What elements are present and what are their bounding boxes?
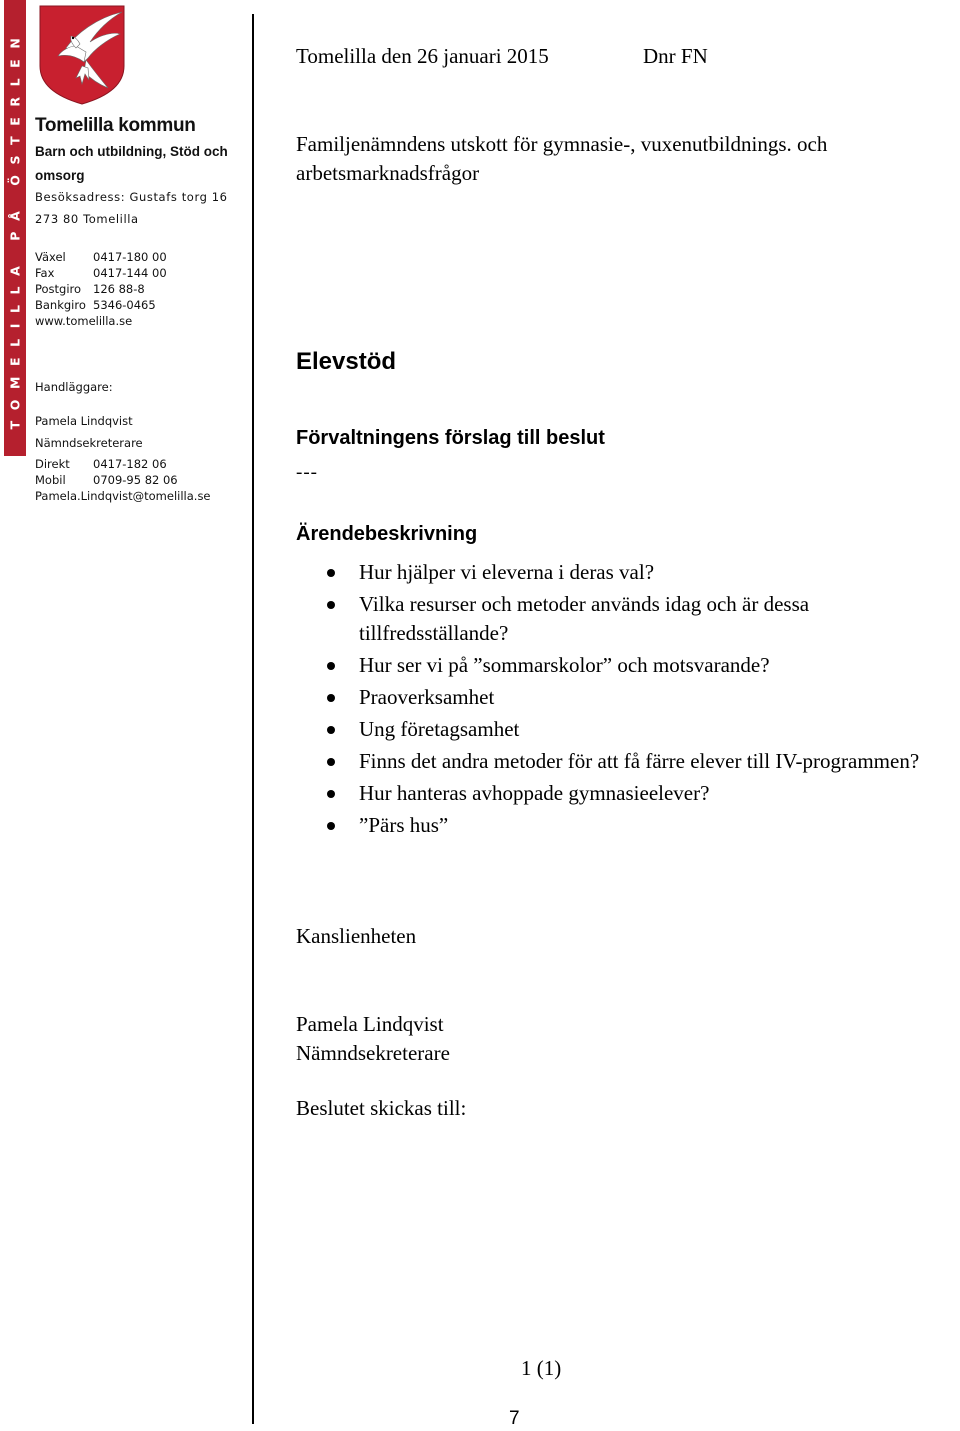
handler-info — [35, 413, 143, 457]
bullet-icon — [327, 758, 335, 766]
bullet-icon — [327, 822, 335, 830]
list-item — [320, 590, 960, 647]
band-slogan: TOMELILLA PÅ ÖSTERLEN — [7, 27, 23, 429]
registration-number: Dnr FN — [643, 44, 708, 68]
bullet-icon — [327, 569, 335, 577]
bullet-icon — [327, 790, 335, 798]
signature-title: Nämndsekreterare — [296, 1040, 450, 1065]
handler-label: Handläggare: — [35, 380, 113, 394]
email-link[interactable]: Pamela.Lindqvist@tomelilla.se — [35, 489, 211, 503]
place-date: Tomelilla den 26 januari 2015 — [296, 44, 549, 68]
document-title: Elevstöd — [296, 348, 397, 375]
committee-name: Familjenämndens utskott för gymnasie-, vuxenutbildnings. och arbetsmarknadsfrågor — [296, 132, 828, 185]
signature-name: Pamela Lindqvist — [296, 1012, 444, 1036]
question-list — [320, 558, 960, 843]
bullet-icon — [327, 662, 335, 670]
contact-row — [35, 265, 167, 281]
handler-title: Nämndsekreterare — [35, 436, 143, 450]
bullet-icon — [327, 601, 335, 609]
contact-row — [35, 297, 167, 313]
list-item — [320, 715, 960, 744]
list-item — [320, 811, 960, 840]
contact-value: 0709-95 82 06 — [93, 473, 178, 487]
list-item-text: Hur hanteras avhoppade gymnasieelever? — [359, 780, 710, 805]
coat-of-arms-icon — [36, 4, 128, 106]
contact-row — [35, 281, 167, 297]
distribution-label: Beslutet skickas till: — [296, 1096, 467, 1120]
contact-label: Bankgiro — [35, 298, 86, 312]
bullet-icon — [327, 726, 335, 734]
description-heading: Ärendebeskrivning — [296, 523, 478, 545]
signature-block — [296, 1010, 450, 1067]
signature-unit: Kanslienheten — [296, 924, 417, 948]
contact-label: Postgiro — [35, 282, 82, 296]
list-item-text: ”Pärs hus” — [359, 812, 449, 837]
list-item — [320, 558, 960, 587]
direct-contacts — [35, 456, 211, 504]
contact-value: 0417-180 00 — [93, 250, 167, 264]
list-item — [320, 747, 960, 776]
page-count: 1 (1) — [521, 1356, 562, 1380]
municipality-band — [4, 0, 26, 456]
list-item-text: Finns det andra metoder för att få färre elever till IV-programmen? — [359, 748, 920, 773]
list-item — [320, 683, 960, 712]
postal-address: 273 80 Tomelilla — [35, 212, 139, 226]
contact-label: Fax — [35, 266, 55, 280]
column-divider — [252, 14, 254, 1424]
list-item — [320, 779, 960, 808]
proposal-text: --- — [296, 462, 318, 483]
department-name: Barn och utbildning, Stöd och omsorg — [35, 144, 228, 183]
contact-value: 0417-144 00 — [93, 266, 167, 280]
contact-list — [35, 249, 167, 329]
proposal-heading: Förvaltningens förslag till beslut — [296, 427, 605, 449]
website-link[interactable]: www.tomelilla.se — [35, 314, 133, 328]
contact-value: 5346-0465 — [93, 298, 156, 312]
contact-value: 126 88-8 — [93, 282, 145, 296]
page-number: 7 — [509, 1408, 520, 1429]
list-item-text: Vilka resurser och metoder används idag och är dessa tillfredsställande? — [359, 592, 810, 645]
bullet-icon — [327, 694, 335, 702]
contact-value: 0417-182 06 — [93, 457, 167, 471]
contact-row — [35, 456, 211, 472]
contact-label: Mobil — [35, 473, 66, 487]
organization-name: Tomelilla kommun — [35, 115, 196, 136]
list-item — [320, 651, 960, 680]
list-item-text: Ung företagsamhet — [359, 716, 520, 741]
visit-address: Besöksadress: Gustafs torg 16 — [35, 190, 228, 204]
contact-label: Växel — [35, 250, 66, 264]
handler-name: Pamela Lindqvist — [35, 414, 133, 428]
contact-label: Direkt — [35, 457, 70, 471]
list-item-text: Hur hjälper vi eleverna i deras val? — [359, 560, 655, 584]
contact-row — [35, 249, 167, 265]
list-item-text: Praoverksamhet — [359, 684, 495, 709]
list-item-text: Hur ser vi på ”sommarskolor” och motsvarande? — [359, 652, 770, 677]
contact-row — [35, 472, 211, 488]
